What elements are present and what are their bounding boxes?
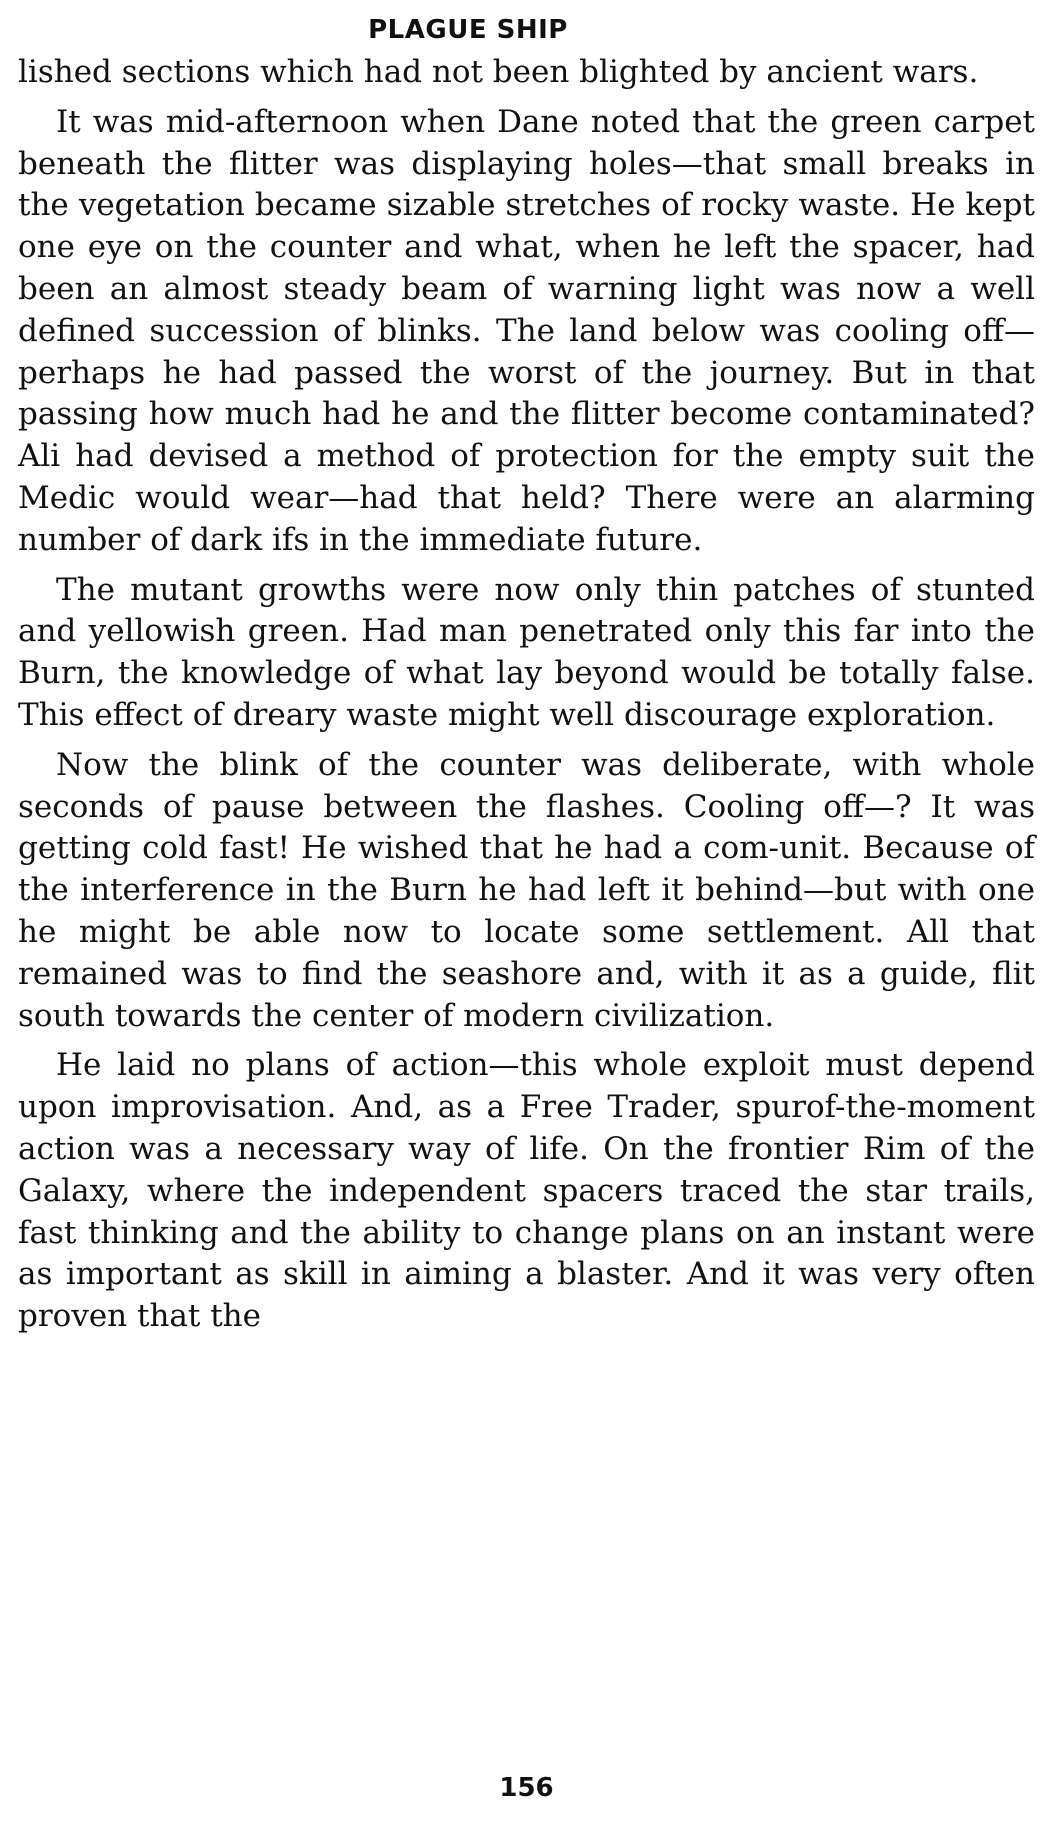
body-text	[18, 52, 1035, 1338]
page-number: 156	[499, 1773, 554, 1803]
paragraph-5: He laid no plans of action—this whole exploit must depend upon improvisation. And, as a Free Trader, spurof-the-moment action was a necessary way of life. On the frontier Rim of the Galaxy, where the independent spacers traced the star trails, fast thinking and the ability to change plans on an instant were as important as skill in aiming a blaster. And it was very often proven that the	[18, 1047, 1035, 1335]
paragraph-3: The mutant growths were now only thin patches of stunted and yellowish green. Had man penetrated only this far into the Burn, the knowledge of what lay beyond would be totally false. This effect of dreary waste might well discourage exploration.	[18, 571, 1035, 733]
paragraph-4: Now the blink of the counter was deliberate, with whole seconds of pause between the flashes. Cooling off—? It was getting cold fast! He wished that he had a com-unit. Because of the interference in the Burn he had left it behind—but with one he might be able now to locate some settlement. All that remained was to find the seashore and, with it as a guide, flit south towards the center of modern civilization.	[18, 746, 1035, 1034]
paragraph-2: It was mid-afternoon when Dane noted that the green carpet beneath the flitter was displaying holes—that small breaks in the vegetation became sizable stretches of rocky waste. He kept one eye on the counter and what, when he left the spacer, had been an almost steady beam of warning light was now a well defined succession of blinks. The land below was cooling off—perhaps he had passed the worst of the journey. But in that passing how much had he and the flitter become contaminated? Ali had devised a method of protection for the empty suit the Medic would wear—had that held? There were an alarming number of dark ifs in the immediate future.	[18, 103, 1035, 558]
running-head: PLAGUE SHIP	[368, 15, 568, 45]
paragraph-1: lished sections which had not been blighted by ancient wars.	[18, 54, 979, 90]
